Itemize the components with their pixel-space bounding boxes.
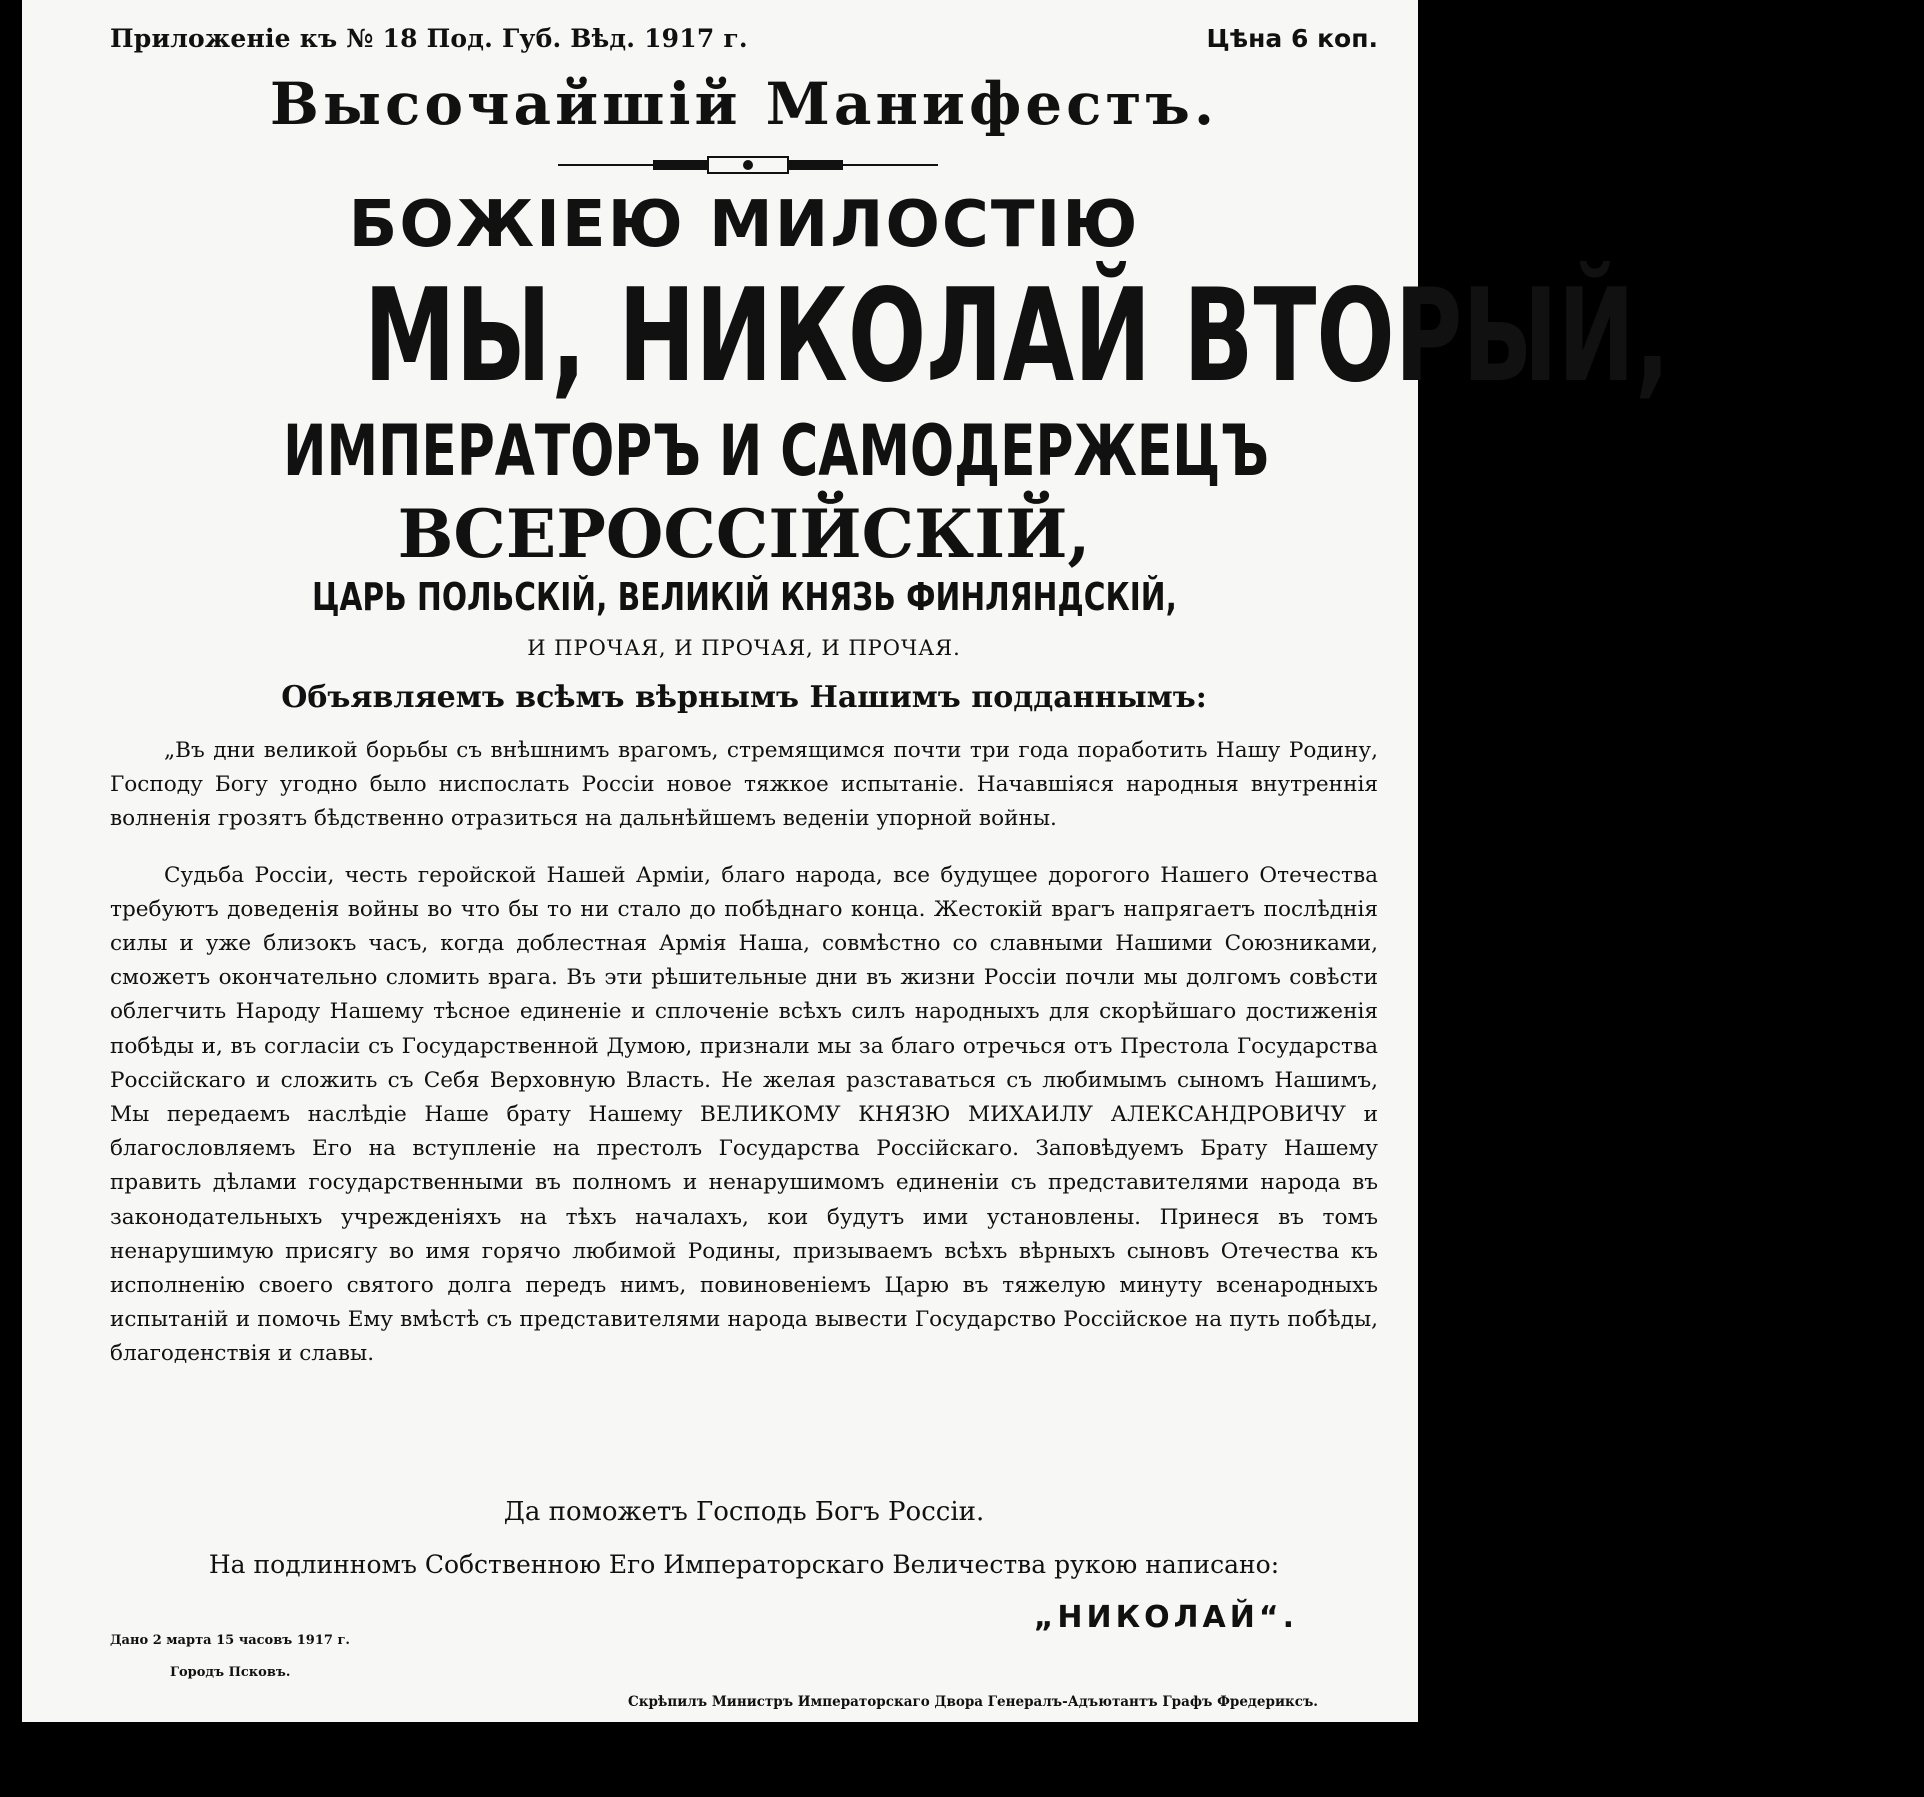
we-nicholas-heading <box>110 262 1670 411</box>
price-label: Цѣна 6 коп. <box>1206 24 1378 53</box>
announcement: Объявляемъ всѣмъ вѣрнымъ Нашимъ подданнымъ: <box>281 680 1207 715</box>
titles-heading <box>110 575 1378 619</box>
countersign-line: Скрѣпилъ Министръ Императорскаго Двора Генералъ-Адъютантъ Графъ Фредериксъ. <box>627 1694 1318 1710</box>
document-sheet <box>22 0 1670 1722</box>
paragraph: Судьба Россіи, честь геройской Нашей Арміи, благо народа, все будущее дорогого Нашего Отечества требуютъ доведенія войны во что бы то ни стало до побѣднаго конца. Жестокій врагъ напрягаетъ послѣднія силы и уже близокъ часъ, когда доблестная Армія Наша, совмѣстно со славными Нашими Союзниками, сможетъ окончательно сломить врага. Въ эти рѣшительные дни въ жизни Россіи почли мы долгомъ совѣсти облегчить Народу Нашему тѣсное единеніе и сплоченіе всѣхъ силъ народныхъ для скорѣйшаго достиженія побѣды и, въ согласіи съ Государственной Думою, признали мы за благо отречься отъ Престола Государства Россійскаго и сложить съ Себя Верховную Власть. Не желая разставаться съ любимымъ сыномъ Нашимъ, Мы передаемъ наслѣдіе Наше брату Нашему ВЕЛИКОМУ КНЯЗЮ МИХАИЛУ АЛЕКСАНДРОВИЧУ и благословляемъ Его на вступленіе на престолъ Государства Россійскаго. Заповѣдуемъ Брату Нашему править дѣлами государственными въ полномъ и ненарушимомъ единеніи съ представителями народа въ законодательныхъ учрежденіяхъ на тѣхъ началахъ, кои будутъ ими установлены. Принеся въ томъ ненарушимую присягу во имя горячо любимой Родины, призываемъ всѣхъ вѣрныхъ сыновъ Отечества къ исполненію своего святого долга передъ нимъ, повиновеніемъ Царю въ тяжелую минуту всенародныхъ испытаній и помочь Ему вмѣстѣ съ представителями народа вывести Государство Россійское на путь побѣды, благоденствія и славы. <box>110 862 1378 1367</box>
we-nicholas-text: МЫ, НИКОЛАЙ ВТОРЫЙ, <box>363 262 1670 411</box>
original-note: На подлинномъ Собственною Его Императорскаго Величества рукою написано: <box>208 1550 1280 1579</box>
titles-text: ЦАРЬ ПОЛЬСКІЙ, ВЕЛИКІЙ КНЯЗЬ ФИНЛЯНДСКІЙ, <box>311 575 1177 619</box>
header-line <box>110 18 1378 58</box>
all-russian-heading: ВСЕРОССІЙСКІЙ, <box>397 495 1091 573</box>
city-line: Городъ Псковъ. <box>170 1665 291 1680</box>
blessing-line: Да поможетъ Господь Богъ Россіи. <box>503 1497 985 1527</box>
supplement-note: Приложеніе къ № 18 Под. Губ. Вѣд. 1917 г. <box>110 24 748 53</box>
emperor-text: ИМПЕРАТОРЪ И САМОДЕРЖЕЦЪ <box>283 410 1269 492</box>
emperor-heading <box>110 410 1378 492</box>
manifest-body <box>110 734 1378 1372</box>
document-content <box>110 0 1670 1722</box>
manifest-title: Высочайшій Манифестъ. <box>269 70 1219 138</box>
ornamental-divider <box>558 150 938 180</box>
paragraph: „Въ дни великой борьбы съ внѣшнимъ врагомъ, стремящимся почти три года поработить Нашу Родину, Господу Богу угодно было ниспослать Россіи новое тяжкое испытаніе. Начавшіяся народныя внутреннія волненія грозятъ бѣдственно отразиться на дальнѣйшемъ веденіи упорной войны. <box>110 738 1378 832</box>
date-line: Дано 2 марта 15 часовъ 1917 г. <box>110 1633 350 1648</box>
by-gods-grace-heading: БОЖІЕЮ МИЛОСТІЮ <box>348 188 1140 262</box>
signature: „НИКОЛАЙ“. <box>1033 1600 1298 1635</box>
etc-line: И ПРОЧАЯ, И ПРОЧАЯ, И ПРОЧАЯ. <box>527 636 961 660</box>
